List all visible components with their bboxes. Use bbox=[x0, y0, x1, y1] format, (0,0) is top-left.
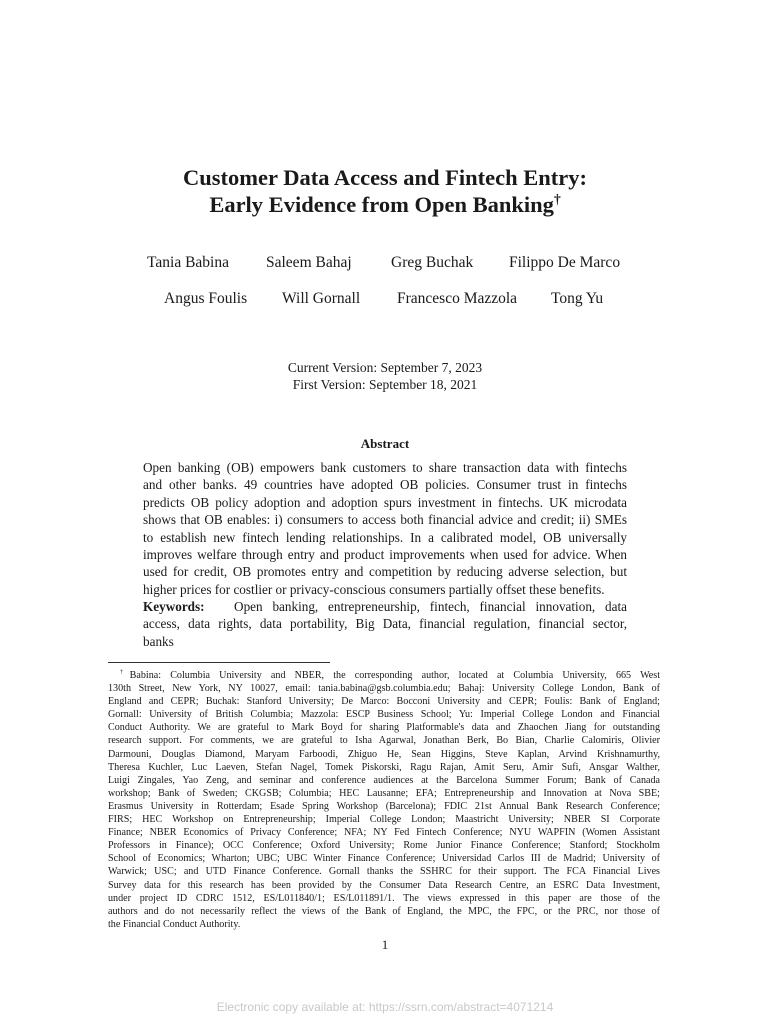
abstract-line: improves welfare through entry and product improvements when used for advice. When bbox=[143, 546, 627, 562]
footnote-line: Gornall: University of British Columbia; Mazzola: ESCP Business School; Yu: Imperial College London and Financial bbox=[108, 709, 660, 721]
footnote-line: Theresa Kuchler, Luc Laeven, Stefan Nagel, Tomek Piskorski, Ragu Rajan, Amit Seru, Amir Sufi, Ansgar Walther, bbox=[108, 761, 660, 773]
author: Saleem Bahaj bbox=[266, 254, 352, 271]
footnote-line bbox=[108, 669, 660, 682]
author: Tong Yu bbox=[551, 290, 604, 307]
abstract-line: to establish new fintech lending relationships. In a calibrated model, OB universally bbox=[143, 529, 627, 545]
abstract-line: and other banks. 49 countries have adopted OB policies. Consumer trust in fintechs bbox=[143, 477, 627, 493]
abstract-line: shows that OB enables: i) consumers to access both financial advice and credit; ii) SMEs bbox=[143, 512, 627, 528]
keywords-line bbox=[143, 598, 627, 615]
footnote-line: workshop; Bank of Sweden; CKGSB; Columbia; HEC Lausanne; EFA; Entrepreneurship and Innovation at Nova SBE; bbox=[108, 787, 660, 799]
footnote-mark: † bbox=[120, 669, 130, 676]
abstract-heading: Abstract bbox=[360, 436, 410, 451]
abstract-line: used for credit, OB promotes entry and competition by reducing adverse selection, but bbox=[143, 564, 627, 580]
footnote-line: Luigi Zingales, Yao Zeng, and seminar and conference audiences at the Barcelona Summer Forum; Bank of Canada bbox=[108, 774, 660, 786]
footnote-text: Babina: Columbia University and NBER, the corresponding author, located at Columbia University, 665 West bbox=[129, 670, 660, 681]
footnote-line: Survey data for this research has been provided by the Consumer Data Research Centre, an ESRC Data Investment, bbox=[108, 879, 660, 891]
author: Francesco Mazzola bbox=[397, 290, 518, 307]
abstract-line: Open banking (OB) empowers bank customers to share transaction data with fintechs bbox=[143, 460, 627, 475]
title-line-2-text: Early Evidence from Open Banking bbox=[209, 192, 554, 217]
author: Greg Buchak bbox=[391, 254, 474, 271]
footnote-line: Professors in Finance); OCC Conference; Oxford University; Rome Junior Finance Conference; Stanford; Stockholm bbox=[108, 840, 660, 852]
footnote-rule bbox=[108, 662, 330, 663]
version-dates bbox=[0, 359, 770, 393]
abstract-line: predicts OB policy adoption and adoption spurs investment in fintechs. UK microdata bbox=[143, 494, 627, 510]
footnote-line: Erasmus University in Rotterdam; Esade Spring Workshop (Barcelona); FDIC 21st Annual Bank Research Conference; bbox=[108, 800, 660, 812]
footnote bbox=[108, 669, 660, 931]
footnote-line: the Financial Conduct Authority. bbox=[108, 918, 241, 930]
current-version: Current Version: September 7, 2023 bbox=[287, 360, 483, 375]
title-footnote-mark: † bbox=[553, 191, 561, 207]
footnote-line: research support. For comments, we are grateful to Isha Agarwal, Jonathan Berk, Bo Bian, Charlie Calomiris, Olivier bbox=[108, 735, 660, 747]
page-number: 1 bbox=[381, 937, 389, 952]
footnote-line: School of Economics; Wharton; UBC; UBC Winter Finance Conference; Universidad Carlos III de Madrid; University of bbox=[108, 853, 660, 865]
footnote-line: FIRS; HEC Workshop on Entrepreneurship; Imperial College London; Maastricht University; NBER SI Corporate bbox=[108, 814, 660, 826]
keywords-text: Open banking, entrepreneurship, fintech, financial innovation, data bbox=[234, 599, 627, 614]
keywords-label: Keywords: bbox=[143, 599, 205, 614]
keywords bbox=[143, 598, 627, 650]
author: Angus Foulis bbox=[164, 290, 248, 307]
footnote-line: authors and do not necessarily reflect the views of the Bank of England, the MPC, the FPC, or the PRC, nor those of bbox=[108, 905, 660, 917]
author: Will Gornall bbox=[282, 290, 361, 307]
footnote-line: Darmouni, Douglas Diamond, Maryam Farboodi, Zhiguo He, Sean Higgins, Steve Kaplan, Arvind Krishnamurthy, bbox=[108, 748, 660, 760]
footnote-line: 130th Street, New York, NY 10027, email: tania.babina@gsb.columbia.edu; Bahaj: University College London, Bank of bbox=[108, 683, 660, 695]
author: Tania Babina bbox=[147, 254, 229, 271]
abstract-body bbox=[143, 459, 627, 598]
first-version: First Version: September 18, 2021 bbox=[292, 377, 478, 392]
title-line-2 bbox=[0, 191, 770, 218]
ssrn-notice[interactable]: Electronic copy available at: https://ssrn.com/abstract=4071214 bbox=[216, 1000, 554, 1014]
keywords-line: banks bbox=[143, 633, 174, 649]
footnote-line: Warwick; USC; and UTD Finance Conference. Gornall thanks the SSHRC for their support. The FCA Financial Lives bbox=[108, 866, 660, 878]
paper-title bbox=[0, 164, 770, 218]
abstract-line: higher prices for costlier or privacy-conscious consumers partially offset these benefits. bbox=[143, 581, 605, 597]
footnote-line: under project ID CDRC 1512, ES/L011840/1; ES/L011891/1. The views expressed in this paper are those of the bbox=[108, 892, 660, 904]
keywords-line: access, data rights, data portability, Big Data, financial regulation, financial sector, bbox=[143, 616, 627, 632]
author: Filippo De Marco bbox=[509, 254, 621, 271]
footnote-line: Conduct Authority. We are grateful to Mark Boyd for sharing Platformable's data and Zhaochen Jiang for outstanding bbox=[108, 722, 660, 734]
footnote-line: Finance; NBER Economics of Privacy Conference; NFA; NY Fed Fintech Conference; NYU WAPFIN (Women Assistant bbox=[108, 827, 660, 839]
title-line-1: Customer Data Access and Fintech Entry: bbox=[183, 165, 587, 190]
footnote-line: England and CEPR; Buchak: Stanford University; De Marco: Bocconi University and CEPR; Foulis: Bank of England; bbox=[108, 696, 660, 708]
